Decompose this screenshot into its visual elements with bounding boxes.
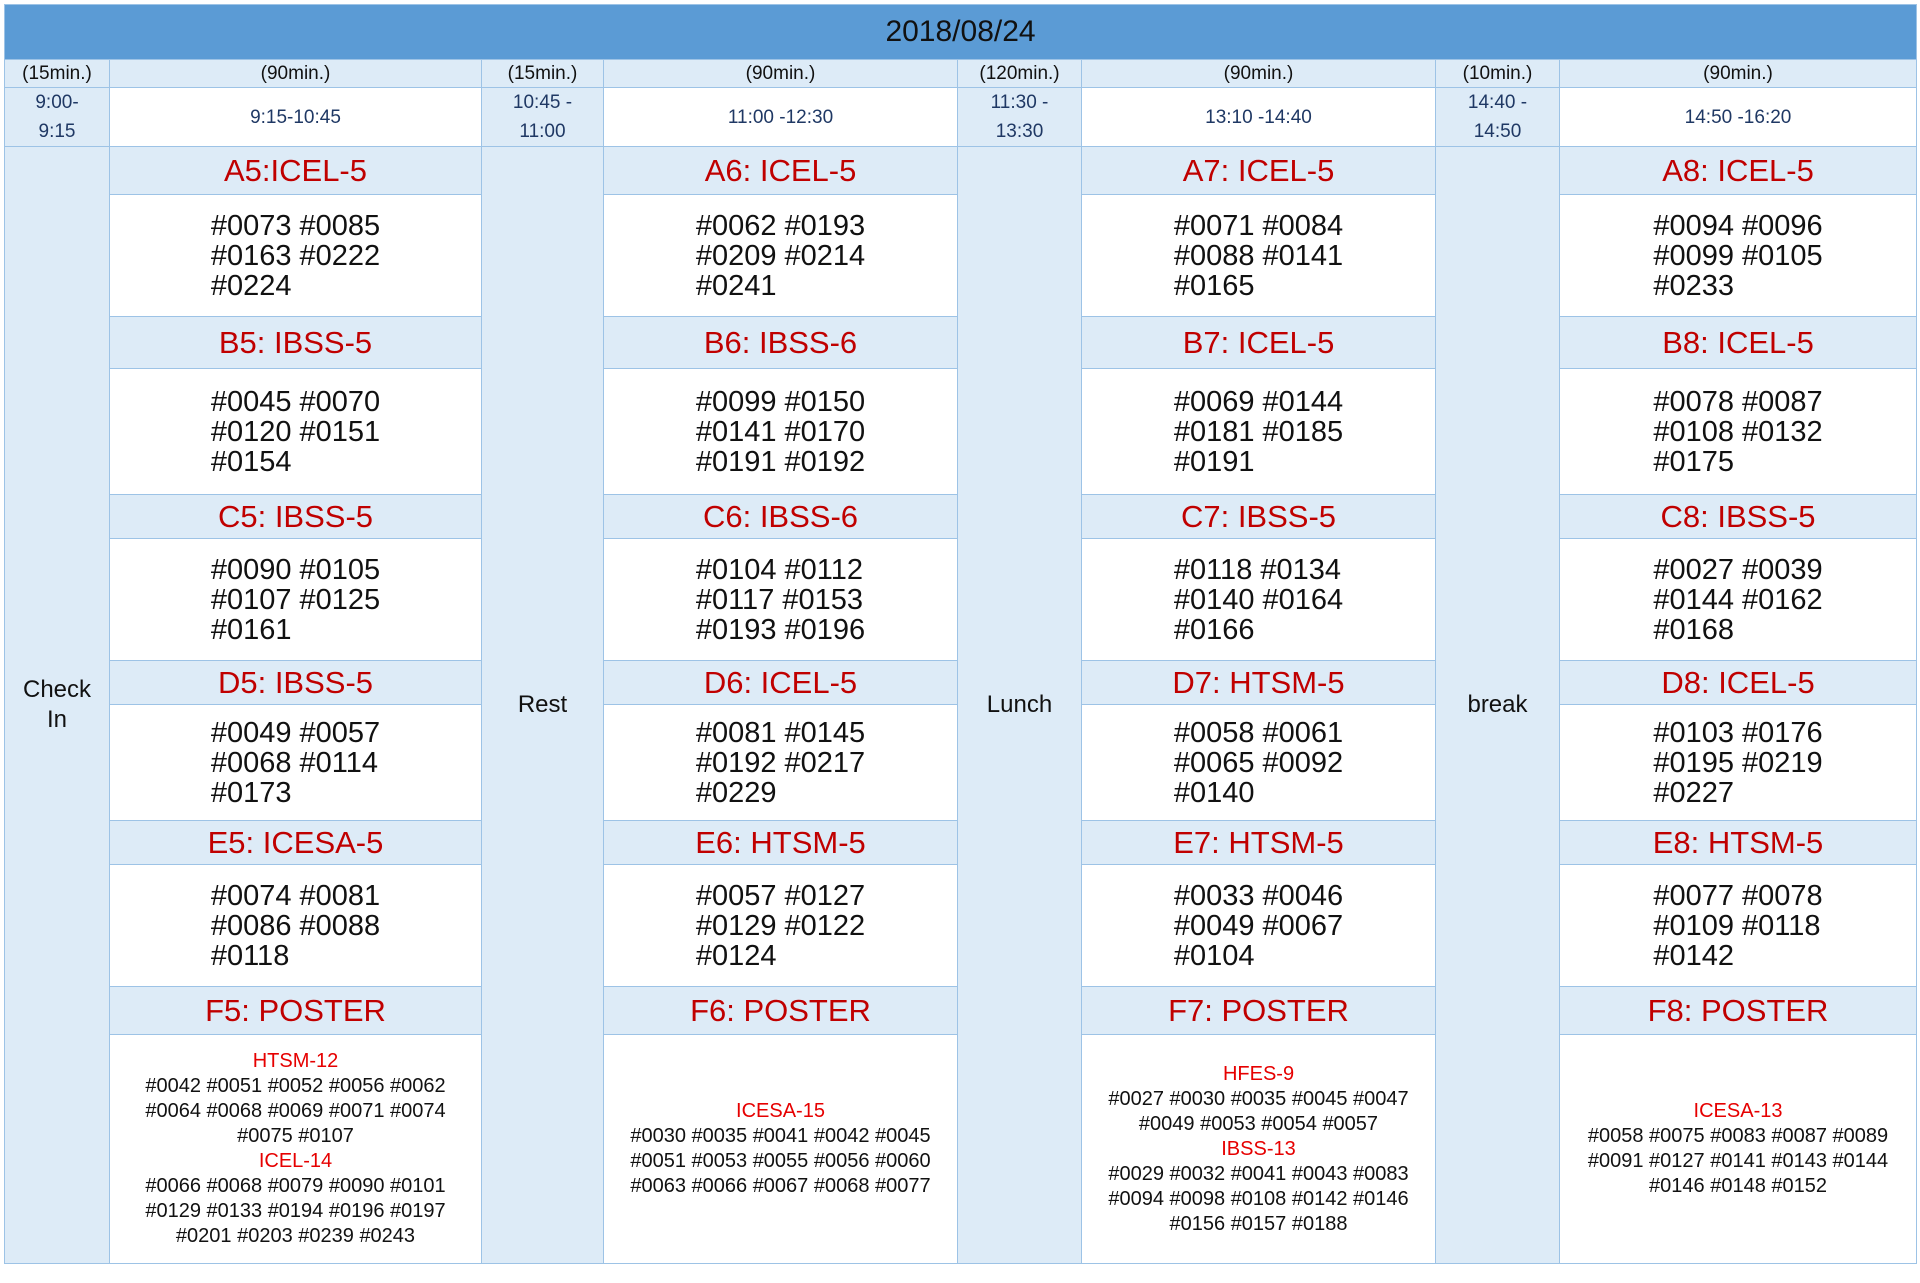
duration-label: (90min.) — [110, 60, 482, 88]
session-codes-cell — [604, 865, 958, 987]
session-codes-cell — [110, 195, 482, 317]
poster-group-codes: #0029 #0032 #0041 #0043 #0083 #0094 #0098 #0108 #0142 #0146 #0156 #0157 #0188 — [1108, 1162, 1409, 1235]
poster-codes-cell — [604, 1035, 958, 1264]
session-codes-cell — [1560, 369, 1917, 495]
duration-label: (120min.) — [958, 60, 1082, 88]
session-title: A8: ICEL-5 — [1560, 147, 1917, 195]
session-grid — [5, 147, 1917, 1264]
check-in-cell: Check In — [5, 147, 110, 1264]
time-slot: 9:00- 9:15 — [5, 88, 110, 147]
time-slot: 14:50 -16:20 — [1560, 88, 1917, 147]
break-cell: break — [1436, 147, 1560, 1264]
poster-codes-cell — [1082, 1035, 1436, 1264]
session-paper-codes: #0027 #0039 #0144 #0162 #0168 — [1653, 553, 1823, 646]
poster-group-label: HFES-9 — [1222, 1062, 1295, 1085]
session-codes-cell — [604, 539, 958, 661]
session-paper-codes: #0033 #0046 #0049 #0067 #0104 — [1173, 879, 1344, 972]
session-paper-codes: #0058 #0061 #0065 #0092 #0140 — [1173, 716, 1344, 809]
poster-group-codes: #0030 #0035 #0041 #0042 #0045 #0051 #0053 #0055 #0056 #0060 #0063 #0066 #0067 #0068 #0077 — [630, 1125, 931, 1197]
session-title: C6: IBSS-6 — [604, 495, 958, 539]
duration-label: (90min.) — [1560, 60, 1917, 88]
time-slot: 10:45 - 11:00 — [482, 88, 604, 147]
session-codes-cell — [1560, 865, 1917, 987]
time-slot: 11:00 -12:30 — [604, 88, 958, 147]
session-paper-codes: #0057 #0127 #0129 #0122 #0124 — [695, 879, 866, 972]
session-title: E7: HTSM-5 — [1082, 821, 1436, 865]
session-title: B6: IBSS-6 — [604, 317, 958, 369]
session-paper-codes: #0094 #0096 #0099 #0105 #0233 — [1653, 209, 1823, 302]
poster-group-label: IBSS-13 — [1221, 1137, 1296, 1160]
duration-label: (90min.) — [604, 60, 958, 88]
poster-title: F5: POSTER — [110, 987, 482, 1035]
session-paper-codes: #0062 #0193 #0209 #0214 #0241 — [695, 209, 866, 302]
poster-title: F7: POSTER — [1082, 987, 1436, 1035]
time-slot: 13:10 -14:40 — [1082, 88, 1436, 147]
session-title: A7: ICEL-5 — [1082, 147, 1436, 195]
session-paper-codes: #0073 #0085 #0163 #0222 #0224 — [210, 209, 381, 302]
session-paper-codes: #0118 #0134 #0140 #0164 #0166 — [1173, 553, 1344, 646]
poster-group-codes: #0058 #0075 #0083 #0087 #0089 #0091 #0127 #0141 #0143 #0144 #0146 #0148 #0152 — [1587, 1125, 1889, 1197]
session-title: D6: ICEL-5 — [604, 661, 958, 705]
time-slot: 11:30 - 13:30 — [958, 88, 1082, 147]
session-codes-cell — [1082, 539, 1436, 661]
poster-group-codes: #0066 #0068 #0079 #0090 #0101 #0129 #0133 #0194 #0196 #0197 #0201 #0203 #0239 #0243 — [145, 1175, 446, 1247]
poster-group-label: ICESA-13 — [1693, 1100, 1783, 1122]
poster-group-label: ICESA-15 — [736, 1100, 825, 1122]
session-title: B7: ICEL-5 — [1082, 317, 1436, 369]
session-paper-codes: #0071 #0084 #0088 #0141 #0165 — [1173, 209, 1344, 302]
duration-label: (10min.) — [1436, 60, 1560, 88]
session-paper-codes: #0049 #0057 #0068 #0114 #0173 — [210, 716, 381, 809]
time-slot: 9:15-10:45 — [110, 88, 482, 147]
session-paper-codes: #0104 #0112 #0117 #0153 #0193 #0196 — [695, 553, 866, 646]
session-paper-codes: #0081 #0145 #0192 #0217 #0229 — [695, 716, 866, 809]
session-codes-cell — [1082, 705, 1436, 821]
schedule-sheet — [4, 4, 1916, 1264]
poster-group-label: HTSM-12 — [252, 1050, 339, 1072]
session-codes-cell — [110, 865, 482, 987]
session-codes-cell — [1560, 195, 1917, 317]
session-paper-codes: #0045 #0070 #0120 #0151 #0154 — [210, 385, 381, 478]
session-paper-codes: #0069 #0144 #0181 #0185 #0191 — [1173, 385, 1344, 478]
session-codes-cell — [604, 705, 958, 821]
poster-title: F6: POSTER — [604, 987, 958, 1035]
session-paper-codes: #0099 #0150 #0141 #0170 #0191 #0192 — [695, 385, 866, 478]
session-title: D5: IBSS-5 — [110, 661, 482, 705]
session-title: E5: ICESA-5 — [110, 821, 482, 865]
session-codes-cell — [1082, 195, 1436, 317]
session-paper-codes: #0077 #0078 #0109 #0118 #0142 — [1653, 879, 1823, 972]
session-title: E6: HTSM-5 — [604, 821, 958, 865]
session-codes-cell — [1082, 369, 1436, 495]
poster-group-codes: #0042 #0051 #0052 #0056 #0062 #0064 #0068 #0069 #0071 #0074 #0075 #0107 — [145, 1075, 446, 1147]
session-codes-cell — [604, 195, 958, 317]
session-codes-cell — [1082, 865, 1436, 987]
session-title: B5: IBSS-5 — [110, 317, 482, 369]
session-codes-cell — [1560, 705, 1917, 821]
session-paper-codes: #0078 #0087 #0108 #0132 #0175 — [1653, 385, 1823, 478]
schedule-table — [4, 4, 1917, 1264]
lunch-cell: Lunch — [958, 147, 1082, 1264]
poster-title: F8: POSTER — [1560, 987, 1917, 1035]
session-codes-cell — [110, 539, 482, 661]
session-title: A5:ICEL-5 — [110, 147, 482, 195]
duration-label: (90min.) — [1082, 60, 1436, 88]
session-title: C8: IBSS-5 — [1560, 495, 1917, 539]
session-codes-cell — [1560, 539, 1917, 661]
session-paper-codes: #0074 #0081 #0086 #0088 #0118 — [210, 879, 381, 972]
session-paper-codes: #0103 #0176 #0195 #0219 #0227 — [1653, 716, 1823, 809]
rest-cell: Rest — [482, 147, 604, 1264]
session-title: A6: ICEL-5 — [604, 147, 958, 195]
poster-codes-cell — [110, 1035, 482, 1264]
session-codes-cell — [604, 369, 958, 495]
session-title: D8: ICEL-5 — [1560, 661, 1917, 705]
session-title: C5: IBSS-5 — [110, 495, 482, 539]
session-title: B8: ICEL-5 — [1560, 317, 1917, 369]
poster-group-codes: #0027 #0030 #0035 #0045 #0047 #0049 #0053 #0054 #0057 — [1108, 1087, 1409, 1135]
poster-codes-cell — [1560, 1035, 1917, 1264]
poster-group-label: ICEL-14 — [258, 1150, 333, 1172]
session-codes-cell — [110, 369, 482, 495]
time-slot: 14:40 - 14:50 — [1436, 88, 1560, 147]
session-paper-codes: #0090 #0105 #0107 #0125 #0161 — [210, 553, 381, 646]
session-title: E8: HTSM-5 — [1560, 821, 1917, 865]
date-header: 2018/08/24 — [5, 5, 1917, 60]
session-title: C7: IBSS-5 — [1082, 495, 1436, 539]
session-title: D7: HTSM-5 — [1082, 661, 1436, 705]
duration-label: (15min.) — [5, 60, 110, 88]
duration-label: (15min.) — [482, 60, 604, 88]
session-codes-cell — [110, 705, 482, 821]
